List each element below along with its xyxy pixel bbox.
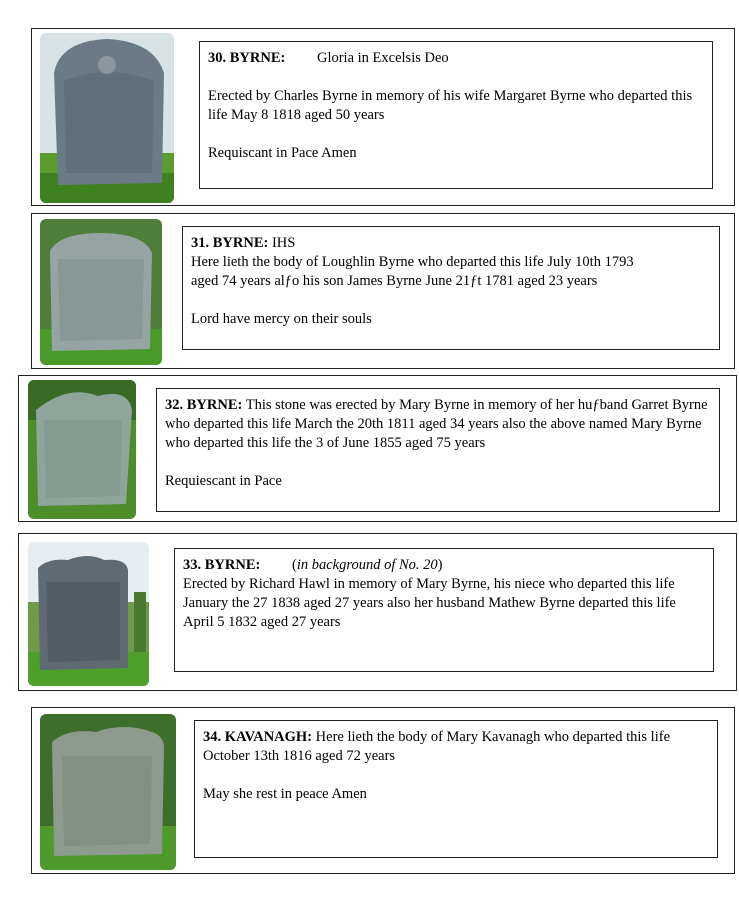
entry-title: 32. BYRNE:	[165, 397, 243, 413]
inscription-closing: Requiscant in Pace Amen	[208, 145, 357, 161]
entry-note: in background of No. 20	[296, 557, 438, 573]
inscription-box-30	[199, 41, 713, 189]
entry-title: 31. BYRNE:	[191, 235, 269, 251]
inscription-text: Here lieth the body of Mary Kavanagh who departed this life October 13th 1816 aged 72 years	[203, 729, 671, 764]
headstone-photo-34	[40, 714, 176, 870]
entry-card-31	[31, 213, 735, 369]
note-open-paren: (	[291, 557, 297, 573]
headstone-photo-31	[40, 219, 162, 365]
inscription-box-33	[174, 548, 714, 672]
inscription-closing: May she rest in peace Amen	[203, 786, 367, 802]
headstone-photo-30	[40, 33, 174, 203]
inscription-line-2: aged 74 years alƒo his son James Byrne June 21ƒt 1781 aged 23 years	[191, 273, 598, 289]
inscription-box-34	[194, 720, 718, 858]
inscription-closing: Requiescant in Pace	[165, 473, 282, 489]
entry-subtitle: IHS	[271, 235, 296, 251]
entry-subtitle: Gloria in Excelsis Deo	[316, 50, 449, 66]
entry-title: 30. BYRNE:	[208, 50, 286, 66]
inscription-box-32	[156, 388, 720, 512]
entry-card-32	[18, 375, 737, 522]
inscription-closing: Lord have mercy on their souls	[191, 311, 372, 327]
inscription-box-31	[182, 226, 720, 350]
entry-card-30	[31, 28, 735, 206]
entry-card-33	[18, 533, 737, 691]
entry-card-34	[31, 707, 735, 874]
headstone-photo-33	[28, 542, 149, 686]
inscription-text: Erected by Charles Byrne in memory of his wife Margaret Byrne who departed this life May 8 1818 aged 50 years	[208, 88, 693, 123]
inscription-line-1: Here lieth the body of Loughlin Byrne who departed this life July 10th 1793	[191, 254, 634, 270]
note-close-paren: )	[437, 557, 443, 573]
inscription-text: Erected by Richard Hawl in memory of Mary Byrne, his niece who departed this life January the 27 1838 aged 27 years also her husband Mathew Byrne departed this life April 5 1832 aged 27 years	[183, 576, 676, 630]
inscription-text: This stone was erected by Mary Byrne in memory of her huƒband Garret Byrne who departed this life March the 20th 1811 aged 34 years also the above named Mary Byrne who departed this life the 3 of June 1855 aged 75 years	[165, 397, 708, 451]
headstone-photo-32	[28, 380, 136, 519]
entry-title: 34. KAVANAGH:	[203, 729, 313, 745]
entry-title: 33. BYRNE:	[183, 557, 261, 573]
